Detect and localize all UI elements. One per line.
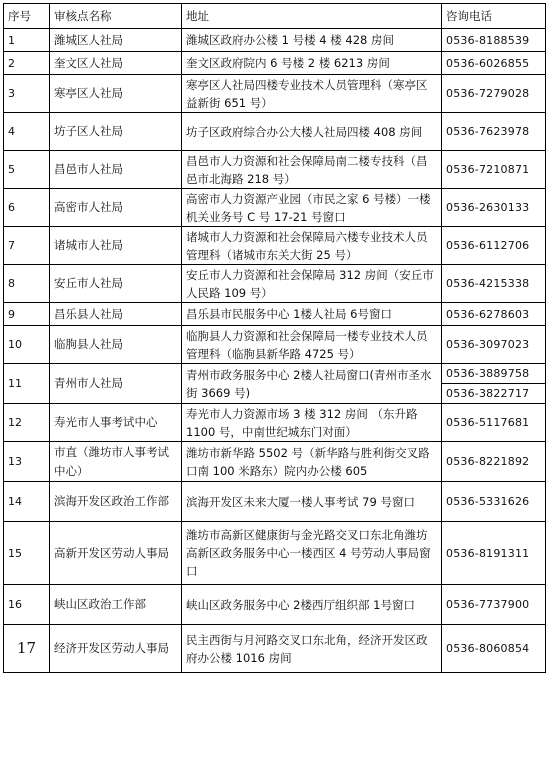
row-phone: 0536-7623978 [442,113,546,151]
row-address: 高密市人力资源产业园（市民之家 6 号楼）一楼机关业务号 C 号 17-21 号窗口 [182,189,442,227]
table-row [4,113,546,151]
table-row [4,625,546,673]
row-index: 4 [4,113,50,151]
row-index: 10 [4,326,50,364]
table-row [4,585,546,625]
row-index: 3 [4,75,50,113]
inspection-points-table [3,3,546,673]
row-index: 11 [4,364,50,404]
table-row [4,227,546,265]
row-phone: 0536-3889758 [442,364,546,384]
row-phone: 0536-8221892 [442,442,546,482]
row-address: 寿光市人力资源市场 3 楼 312 房间 （东升路 1100 号，中南世纪城东门对面） [182,404,442,442]
row-phone: 0536-6278603 [442,303,546,326]
row-index: 8 [4,265,50,303]
row-name: 寿光市人事考试中心 [50,404,182,442]
row-name: 市直（潍坊市人事考试中心） [50,442,182,482]
row-name: 高密市人社局 [50,189,182,227]
table-row [4,404,546,442]
row-name: 滨海开发区政治工作部 [50,482,182,522]
table-row [4,442,546,482]
row-phone: 0536-3822717 [442,384,546,404]
row-phone: 0536-8060854 [442,625,546,673]
row-name: 高新开发区劳动人事局 [50,522,182,585]
row-name: 峡山区政治工作部 [50,585,182,625]
row-name: 经济开发区劳动人事局 [50,625,182,673]
row-index: 17 [4,625,50,673]
row-phone: 0536-4215338 [442,265,546,303]
row-name: 坊子区人社局 [50,113,182,151]
row-index: 13 [4,442,50,482]
row-address: 民主西街与月河路交叉口东北角，经济开发区政府办公楼 1016 房间 [182,625,442,673]
row-phone: 0536-8188539 [442,29,546,52]
row-address: 峡山区政务服务中心 2楼西厅组织部 1号窗口 [182,585,442,625]
row-phone: 0536-6112706 [442,227,546,265]
row-address: 潍坊市高新区健康街与金光路交叉口东北角潍坊高新区政务服务中心一楼西区 4 号劳动人事局窗口 [182,522,442,585]
row-phone: 0536-5117681 [442,404,546,442]
row-index: 2 [4,52,50,75]
row-name: 昌乐县人社局 [50,303,182,326]
row-address: 安丘市人力资源和社会保障局 312 房间（安丘市人民路 109 号） [182,265,442,303]
row-index: 1 [4,29,50,52]
table-row [4,151,546,189]
row-address: 奎文区政府院内 6 号楼 2 楼 6213 房间 [182,52,442,75]
table-row [4,482,546,522]
row-name: 寒亭区人社局 [50,75,182,113]
table-row [4,364,546,384]
row-index: 7 [4,227,50,265]
row-index: 12 [4,404,50,442]
row-index: 16 [4,585,50,625]
table-row [4,326,546,364]
row-phone: 0536-7279028 [442,75,546,113]
row-phone: 0536-3097023 [442,326,546,364]
row-index: 5 [4,151,50,189]
row-name: 奎文区人社局 [50,52,182,75]
row-phone: 0536-2630133 [442,189,546,227]
table-row [4,52,546,75]
row-index: 6 [4,189,50,227]
header-address: 地址 [182,4,442,29]
row-name: 昌邑市人社局 [50,151,182,189]
row-address: 潍城区政府办公楼 1 号楼 4 楼 428 房间 [182,29,442,52]
row-name: 诸城市人社局 [50,227,182,265]
row-phone: 0536-8191311 [442,522,546,585]
table-row [4,29,546,52]
table-row [4,522,546,585]
row-name: 临朐县人社局 [50,326,182,364]
row-phone: 0536-5331626 [442,482,546,522]
row-address: 昌邑市人力资源和社会保障局南二楼专技科（昌邑市北海路 218 号） [182,151,442,189]
table-row [4,303,546,326]
row-address: 青州市政务服务中心 2楼人社局窗口(青州市圣水街 3669 号) [182,364,442,404]
row-phone: 0536-6026855 [442,52,546,75]
header-phone: 咨询电话 [442,4,546,29]
row-index: 14 [4,482,50,522]
row-address: 诸城市人力资源和社会保障局六楼专业技术人员管理科（诸城市东关大街 25 号） [182,227,442,265]
row-address: 滨海开发区未来大厦一楼人事考试 79 号窗口 [182,482,442,522]
row-address: 昌乐县市民服务中心 1楼人社局 6号窗口 [182,303,442,326]
row-phone: 0536-7210871 [442,151,546,189]
row-index: 9 [4,303,50,326]
table-row [4,189,546,227]
row-address: 坊子区政府综合办公大楼人社局四楼 408 房间 [182,113,442,151]
row-name: 青州市人社局 [50,364,182,404]
table-row [4,265,546,303]
row-name: 潍城区人社局 [50,29,182,52]
header-index: 序号 [4,4,50,29]
row-phone: 0536-7737900 [442,585,546,625]
row-address: 临朐县人力资源和社会保障局一楼专业技术人员管理科（临朐县新华路 4725 号） [182,326,442,364]
row-address: 寒亭区人社局四楼专业技术人员管理科（寒亭区益新街 651 号） [182,75,442,113]
header-name: 审核点名称 [50,4,182,29]
table-body [4,29,546,673]
row-index: 15 [4,522,50,585]
row-address: 潍坊市新华路 5502 号（新华路与胜利街交叉路口南 100 米路东）院内办公楼 605 [182,442,442,482]
row-name: 安丘市人社局 [50,265,182,303]
table-row [4,75,546,113]
table-header-row [4,4,546,29]
